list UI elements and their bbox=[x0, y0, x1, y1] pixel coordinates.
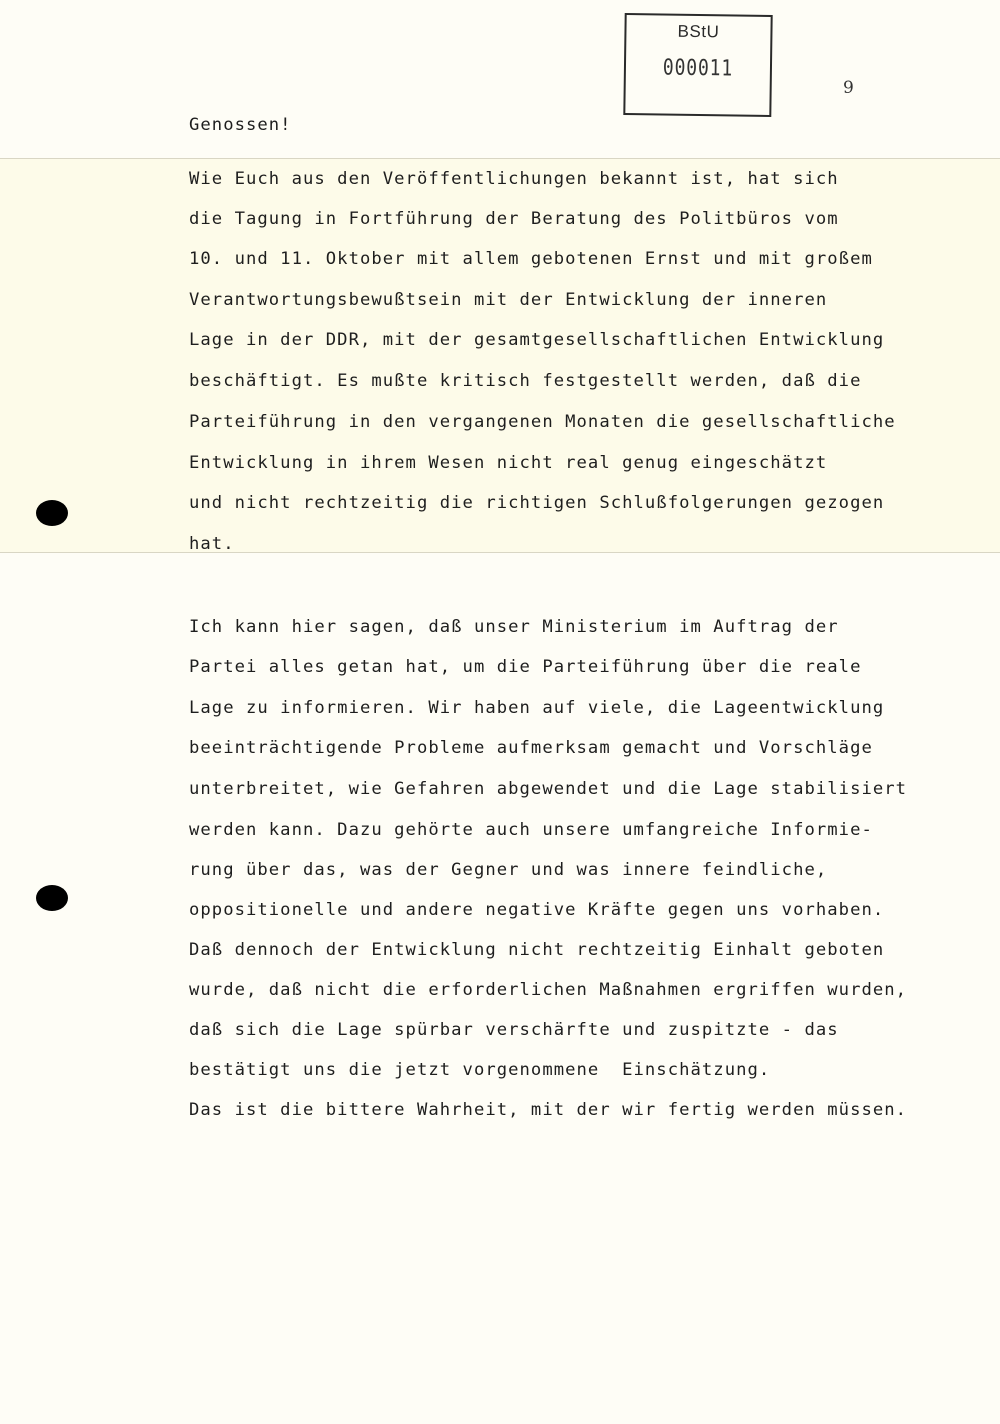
text-line: Lage in der DDR, mit der gesamtgesellschaftlichen Entwicklung bbox=[189, 330, 885, 350]
text-line: Verantwortungsbewußtsein mit der Entwicklung der inneren bbox=[189, 290, 828, 310]
text-line: Parteiführung in den vergangenen Monaten die gesellschaftliche bbox=[189, 412, 896, 432]
text-line: Daß dennoch der Entwicklung nicht rechtzeitig Einhalt geboten bbox=[189, 940, 885, 960]
text-line: und nicht rechtzeitig die richtigen Schlußfolgerungen gezogen bbox=[189, 493, 885, 513]
text-line: unterbreitet, wie Gefahren abgewendet und die Lage stabilisiert bbox=[189, 779, 908, 799]
page-number: 9 bbox=[843, 78, 854, 98]
text-line: Partei alles getan hat, um die Parteiführung über die reale bbox=[189, 657, 862, 677]
text-line: hat. bbox=[189, 534, 235, 554]
text-line: rung über das, was der Gegner und was innere feindliche, bbox=[189, 860, 828, 880]
text-line: Wie Euch aus den Veröffentlichungen bekannt ist, hat sich bbox=[189, 169, 839, 189]
text-line: daß sich die Lage spürbar verschärfte und zuspitzte - das bbox=[189, 1020, 839, 1040]
text-line: Ich kann hier sagen, daß unser Ministerium im Auftrag der bbox=[189, 617, 839, 637]
text-line: oppositionelle und andere negative Kräfte gegen uns vorhaben. bbox=[189, 900, 885, 920]
text-line: die Tagung in Fortführung der Beratung des Politbüros vom bbox=[189, 209, 839, 229]
text-line: 10. und 11. Oktober mit allem gebotenen Ernst und mit großem bbox=[189, 249, 873, 269]
text-line: bestätigt uns die jetzt vorgenommene Einschätzung. bbox=[189, 1060, 771, 1080]
punch-hole-icon bbox=[36, 500, 68, 526]
text-line: beschäftigt. Es mußte kritisch festgestellt werden, daß die bbox=[189, 371, 862, 391]
punch-hole-icon bbox=[36, 885, 68, 911]
text-line: Lage zu informieren. Wir haben auf viele, die Lageentwicklung bbox=[189, 698, 885, 718]
text-line: beeinträchtigende Probleme aufmerksam gemacht und Vorschläge bbox=[189, 738, 873, 758]
text-line: Das ist die bittere Wahrheit, mit der wir fertig werden müssen. bbox=[189, 1100, 908, 1120]
text-line: wurde, daß nicht die erforderlichen Maßnahmen ergriffen wurden, bbox=[189, 980, 908, 1000]
stamp-number: 000011 bbox=[662, 55, 734, 82]
archive-stamp bbox=[623, 13, 772, 117]
stamp-label: BStU bbox=[677, 21, 720, 42]
text-line: werden kann. Dazu gehörte auch unsere umfangreiche Informie- bbox=[189, 820, 873, 840]
text-line: Entwicklung in ihrem Wesen nicht real genug eingeschätzt bbox=[189, 453, 828, 473]
salutation: Genossen! bbox=[189, 115, 292, 135]
